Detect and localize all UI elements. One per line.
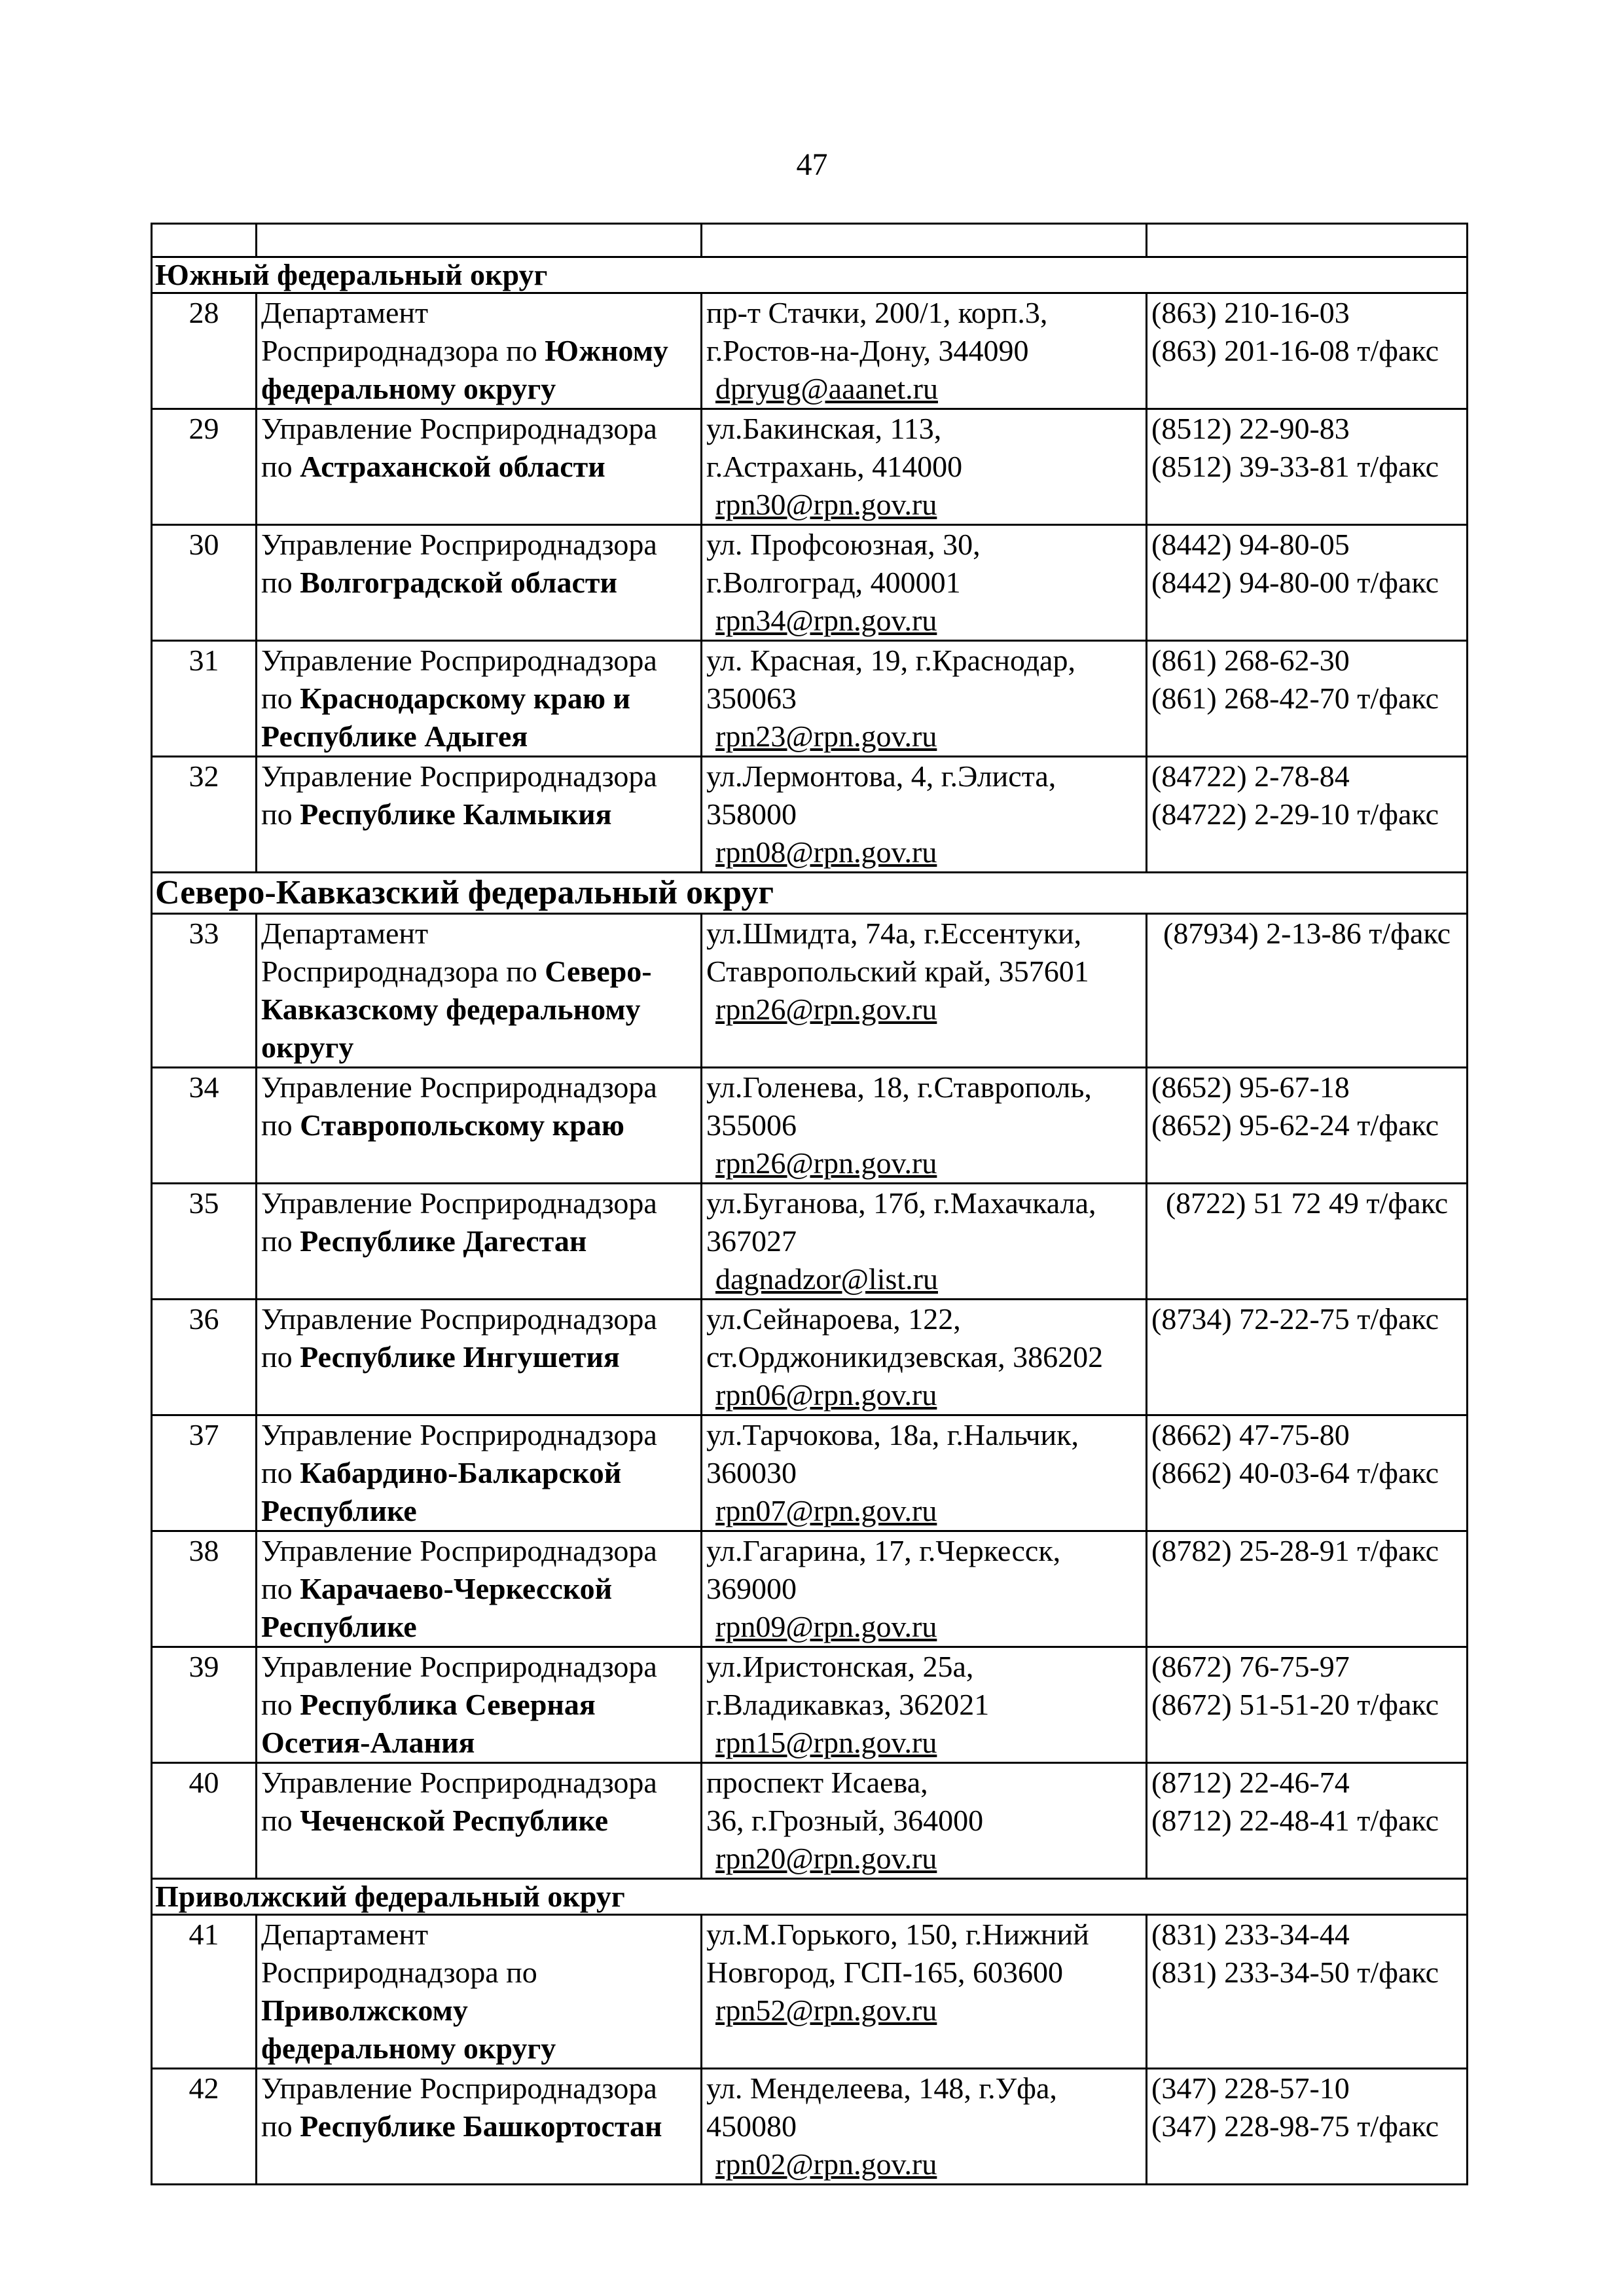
phone-line: (8712) 22-46-74 (1151, 1766, 1350, 1799)
office-region-text: Чеченской Республике (300, 1804, 609, 1837)
address-line: 36, г.Грозный, 364000 (706, 1804, 984, 1837)
office-name-line (261, 642, 696, 680)
office-name-text: Управление Росприроднадзора (261, 759, 657, 793)
header-cell-addr (702, 224, 1147, 257)
office-phone (1147, 1763, 1468, 1879)
office-phone (1147, 2069, 1468, 2185)
phone-line: (863) 201-16-08 т/факс (1151, 334, 1439, 367)
address-line: г.Ростов-на-Дону, 344090 (706, 334, 1029, 367)
office-address (702, 525, 1147, 641)
office-phone (1147, 1915, 1468, 2069)
address-line: 355006 (706, 1108, 797, 1142)
office-address (702, 914, 1147, 1068)
office-name (257, 1184, 702, 1300)
office-row (152, 914, 1468, 1068)
office-address (702, 1068, 1147, 1184)
office-row (152, 2069, 1468, 2185)
office-name-text: Управление Росприроднадзора (261, 1302, 657, 1336)
email-address: rpn20@rpn.gov.ru (715, 1842, 937, 1875)
office-name-line (261, 795, 696, 833)
address-line: ул.Сейнароева, 122, (706, 1302, 961, 1336)
office-region-text: Южному (545, 334, 668, 367)
office-name-text: Департамент (261, 917, 429, 950)
office-name-text: Росприроднадзора по (261, 955, 545, 988)
office-address (702, 1915, 1147, 2069)
office-phone (1147, 641, 1468, 757)
office-name-text: Управление Росприроднадзора (261, 2071, 657, 2105)
office-name (257, 293, 702, 409)
table-header-row (152, 224, 1468, 257)
office-name (257, 1415, 702, 1531)
office-name-text: Управление Росприроднадзора (261, 412, 657, 445)
phone-line: (861) 268-62-30 (1151, 644, 1350, 677)
office-name-text: по (261, 797, 300, 831)
office-name-text: Управление Росприроднадзора (261, 1070, 657, 1104)
office-name-text: по (261, 450, 300, 483)
address-line: ул. Менделеева, 148, г.Уфа, (706, 2071, 1057, 2105)
phone-line: (8662) 47-75-80 (1151, 1418, 1350, 1451)
phone-line: (863) 210-16-03 (1151, 296, 1350, 329)
email-address: dpryug@aaanet.ru (715, 372, 938, 405)
office-address (702, 1647, 1147, 1763)
phone-line: (861) 268-42-70 т/факс (1151, 682, 1439, 715)
office-region-text: Ставропольскому краю (300, 1108, 624, 1142)
office-region-text: Республике Башкортостан (300, 2109, 662, 2143)
phone-line: (8512) 22-90-83 (1151, 412, 1350, 445)
office-row (152, 1647, 1468, 1763)
office-name-line (261, 680, 696, 718)
office-name-text: Управление Росприроднадзора (261, 644, 657, 677)
office-row (152, 525, 1468, 641)
phone-line: (8652) 95-67-18 (1151, 1070, 1350, 1104)
row-number: 32 (152, 757, 257, 873)
row-number: 28 (152, 293, 257, 409)
address-line: ул.Гагарина, 17, г.Черкесск, (706, 1534, 1061, 1567)
address-line: ул.Бакинская, 113, (706, 412, 942, 445)
row-number: 38 (152, 1531, 257, 1647)
office-name-line (261, 1764, 696, 1802)
office-row (152, 1068, 1468, 1184)
office-name-text: по (261, 2109, 300, 2143)
office-name-text: Росприроднадзора по (261, 334, 545, 367)
office-name-line (261, 1648, 696, 1686)
office-region-text: Республика Северная (300, 1688, 596, 1721)
office-name-line (261, 1532, 696, 1570)
office-address (702, 409, 1147, 525)
office-name-line (261, 2107, 696, 2145)
office-name-line (261, 757, 696, 795)
email-address: dagnadzor@list.ru (715, 1262, 938, 1296)
phone-line: (8712) 22-48-41 т/факс (1151, 1804, 1439, 1837)
office-name-line (261, 1570, 696, 1608)
address-line: проспект Исаева, (706, 1766, 928, 1799)
office-name-line (261, 1300, 696, 1338)
office-name (257, 1647, 702, 1763)
office-region-text: Волгоградской области (300, 566, 617, 599)
address-line: 450080 (706, 2109, 797, 2143)
office-row (152, 641, 1468, 757)
office-name-text: Росприроднадзора по (261, 1956, 537, 1989)
office-name-line (261, 1492, 696, 1530)
office-name-text: Управление Росприроднадзора (261, 1186, 657, 1220)
row-number: 34 (152, 1068, 257, 1184)
office-name-line (261, 953, 696, 991)
office-address (702, 1300, 1147, 1415)
office-name-text: по (261, 1688, 300, 1721)
office-name-line (261, 526, 696, 564)
row-number: 29 (152, 409, 257, 525)
row-number: 35 (152, 1184, 257, 1300)
section-title: Северо-Кавказский федеральный округ (152, 873, 1468, 914)
office-region-text: Карачаево-Черкесской (300, 1572, 613, 1605)
phone-line: (84722) 2-78-84 (1151, 759, 1350, 793)
office-name (257, 525, 702, 641)
office-phone (1147, 1184, 1468, 1300)
address-line: Новгород, ГСП-165, 603600 (706, 1956, 1063, 1989)
office-name-line (261, 1068, 696, 1106)
email-address: rpn34@rpn.gov.ru (715, 604, 937, 637)
office-address (702, 293, 1147, 409)
office-name-line (261, 448, 696, 486)
office-name-line (261, 1686, 696, 1724)
header-cell-num (152, 224, 257, 257)
office-name-line (261, 1992, 696, 2030)
office-name-line (261, 1608, 696, 1646)
address-line: Ставропольский край, 357601 (706, 955, 1089, 988)
office-name-text: по (261, 1224, 300, 1258)
row-number: 42 (152, 2069, 257, 2185)
office-region-text: Республике (261, 1610, 417, 1643)
office-name-line (261, 1222, 696, 1260)
email-address: rpn15@rpn.gov.ru (715, 1726, 937, 1759)
office-name-text: Управление Росприроднадзора (261, 1534, 657, 1567)
address-line: г.Волгоград, 400001 (706, 566, 961, 599)
office-phone (1147, 914, 1468, 1068)
office-name-text: по (261, 1572, 300, 1605)
office-name-line (261, 1184, 696, 1222)
office-row (152, 1763, 1468, 1879)
row-number: 41 (152, 1915, 257, 2069)
address-line: ул.Лермонтова, 4, г.Элиста, (706, 759, 1056, 793)
office-name (257, 2069, 702, 2185)
office-region-text: федеральному округу (261, 372, 556, 405)
email-address: rpn02@rpn.gov.ru (715, 2147, 937, 2181)
office-region-text: Северо- (545, 955, 652, 988)
row-number: 31 (152, 641, 257, 757)
office-row (152, 1915, 1468, 2069)
office-name (257, 914, 702, 1068)
address-line: г.Астрахань, 414000 (706, 450, 963, 483)
address-line: ул.Тарчокова, 18а, г.Нальчик, (706, 1418, 1079, 1451)
address-line: г.Владикавказ, 362021 (706, 1688, 990, 1721)
office-region-text: Приволжскому (261, 1994, 468, 2027)
email-address: rpn06@rpn.gov.ru (715, 1378, 937, 1412)
office-phone (1147, 409, 1468, 525)
email-address: rpn09@rpn.gov.ru (715, 1610, 937, 1643)
address-line: ул. Красная, 19, г.Краснодар, (706, 644, 1075, 677)
office-phone (1147, 1531, 1468, 1647)
office-name (257, 1068, 702, 1184)
office-region-text: Республике Дагестан (300, 1224, 587, 1258)
office-name-line (261, 1916, 696, 1954)
office-name-text: Управление Росприроднадзора (261, 1418, 657, 1451)
office-address (702, 1763, 1147, 1879)
phone-line: (8782) 25-28-91 т/факс (1151, 1534, 1439, 1567)
office-address (702, 1415, 1147, 1531)
office-name-text: по (261, 1804, 300, 1837)
office-name-text: по (261, 566, 300, 599)
email-address: rpn23@rpn.gov.ru (715, 720, 937, 753)
phone-line: (8442) 94-80-05 (1151, 528, 1350, 561)
office-name-text: по (261, 1108, 300, 1142)
office-address (702, 757, 1147, 873)
office-region-text: Республике (261, 1494, 417, 1527)
office-region-text: Астраханской области (300, 450, 605, 483)
office-name-line (261, 915, 696, 953)
office-name-text: по (261, 1456, 300, 1489)
office-phone (1147, 1415, 1468, 1531)
row-number: 37 (152, 1415, 257, 1531)
row-number: 40 (152, 1763, 257, 1879)
email-address: rpn07@rpn.gov.ru (715, 1494, 937, 1527)
header-cell-phone (1147, 224, 1468, 257)
office-name-text: по (261, 682, 300, 715)
office-phone (1147, 1068, 1468, 1184)
phone-line: (84722) 2-29-10 т/факс (1151, 797, 1439, 831)
office-name-text: Департамент (261, 1918, 429, 1951)
office-row (152, 409, 1468, 525)
office-name-line (261, 1416, 696, 1454)
phone-line: (831) 233-34-50 т/факс (1151, 1956, 1439, 1989)
office-phone (1147, 757, 1468, 873)
phone-line: (87934) 2-13-86 т/факс (1163, 917, 1451, 950)
phone-line: (347) 228-57-10 (1151, 2071, 1350, 2105)
office-row (152, 1415, 1468, 1531)
phone-line: (347) 228-98-75 т/факс (1151, 2109, 1439, 2143)
office-row (152, 1184, 1468, 1300)
office-region-text: Кабардино-Балкарской (300, 1456, 622, 1489)
office-row (152, 293, 1468, 409)
office-name (257, 1531, 702, 1647)
office-row (152, 757, 1468, 873)
office-name (257, 757, 702, 873)
address-line: ул.Шмидта, 74а, г.Ессентуки, (706, 917, 1082, 950)
office-phone (1147, 293, 1468, 409)
address-line: 367027 (706, 1224, 797, 1258)
office-name-line (261, 1454, 696, 1492)
office-name (257, 409, 702, 525)
address-line: ул.М.Горького, 150, г.Нижний (706, 1918, 1089, 1951)
office-region-text: округу (261, 1030, 354, 1064)
office-row (152, 1531, 1468, 1647)
office-name-line (261, 1802, 696, 1840)
email-address: rpn30@rpn.gov.ru (715, 488, 937, 521)
page-number: 47 (796, 147, 828, 182)
office-phone (1147, 1647, 1468, 1763)
address-line: 369000 (706, 1572, 797, 1605)
header-cell-org (257, 224, 702, 257)
address-line: ул.Иристонская, 25а, (706, 1650, 974, 1683)
office-name-line (261, 1106, 696, 1144)
phone-line: (8734) 72-22-75 т/факс (1151, 1302, 1439, 1336)
office-region-text: Кавказскому федеральному (261, 993, 641, 1026)
address-line: ул. Профсоюзная, 30, (706, 528, 981, 561)
section-title: Приволжский федеральный округ (152, 1879, 1468, 1915)
email-address: rpn26@rpn.gov.ru (715, 1146, 937, 1180)
phone-line: (8672) 76-75-97 (1151, 1650, 1350, 1683)
office-name-line (261, 370, 696, 408)
office-name (257, 641, 702, 757)
office-region-text: Осетия-Алания (261, 1726, 475, 1759)
office-phone (1147, 1300, 1468, 1415)
office-name-line (261, 718, 696, 756)
office-name-line (261, 332, 696, 370)
office-region-text: Республике Калмыкия (300, 797, 612, 831)
phone-line: (8652) 95-62-24 т/факс (1151, 1108, 1439, 1142)
office-name-line (261, 2069, 696, 2107)
email-address: rpn08@rpn.gov.ru (715, 835, 937, 869)
office-name-line (261, 410, 696, 448)
office-region-text: Республике Ингушетия (300, 1340, 620, 1374)
row-number: 39 (152, 1647, 257, 1763)
office-name-text: по (261, 1340, 300, 1374)
office-phone (1147, 525, 1468, 641)
office-name-line (261, 991, 696, 1029)
email-address: rpn52@rpn.gov.ru (715, 1994, 937, 2027)
office-name-line (261, 1338, 696, 1376)
phone-line: (8512) 39-33-81 т/факс (1151, 450, 1439, 483)
office-name-line (261, 1954, 696, 1992)
section-header-row (152, 257, 1468, 293)
office-region-text: Краснодарскому краю и (300, 682, 631, 715)
office-address (702, 2069, 1147, 2185)
row-number: 36 (152, 1300, 257, 1415)
office-name (257, 1763, 702, 1879)
address-line: пр-т Стачки, 200/1, корп.3, (706, 296, 1048, 329)
phone-line: (8672) 51-51-20 т/факс (1151, 1688, 1439, 1721)
address-line: ст.Орджоникидзевская, 386202 (706, 1340, 1104, 1374)
office-name-line (261, 564, 696, 602)
office-directory-table (151, 223, 1468, 2185)
office-address (702, 1531, 1147, 1647)
row-number: 33 (152, 914, 257, 1068)
address-line: ул.Голенева, 18, г.Ставрополь, (706, 1070, 1092, 1104)
office-name-text: Управление Росприроднадзора (261, 1650, 657, 1683)
address-line: 350063 (706, 682, 797, 715)
phone-line: (8722) 51 72 49 т/факс (1165, 1186, 1449, 1220)
office-region-text: федеральному округу (261, 2032, 556, 2065)
address-line: 360030 (706, 1456, 797, 1489)
email-address: rpn26@rpn.gov.ru (715, 993, 937, 1026)
phone-line: (8442) 94-80-00 т/факс (1151, 566, 1439, 599)
section-header-row (152, 1879, 1468, 1915)
office-name-text: Департамент (261, 296, 429, 329)
office-name-line (261, 1029, 696, 1066)
office-name-text: Управление Росприроднадзора (261, 528, 657, 561)
office-address (702, 641, 1147, 757)
office-name (257, 1915, 702, 2069)
office-name (257, 1300, 702, 1415)
office-name-text: Управление Росприроднадзора (261, 1766, 657, 1799)
row-number: 30 (152, 525, 257, 641)
section-title: Южный федеральный округ (152, 257, 1468, 293)
phone-line: (831) 233-34-44 (1151, 1918, 1350, 1951)
office-name-line (261, 2030, 696, 2068)
address-line: 358000 (706, 797, 797, 831)
address-line: ул.Буганова, 17б, г.Махачкала, (706, 1186, 1096, 1220)
section-header-row (152, 873, 1468, 914)
office-name-line (261, 294, 696, 332)
office-address (702, 1184, 1147, 1300)
office-name-line (261, 1724, 696, 1762)
office-region-text: Республике Адыгея (261, 720, 528, 753)
phone-line: (8662) 40-03-64 т/факс (1151, 1456, 1439, 1489)
office-row (152, 1300, 1468, 1415)
